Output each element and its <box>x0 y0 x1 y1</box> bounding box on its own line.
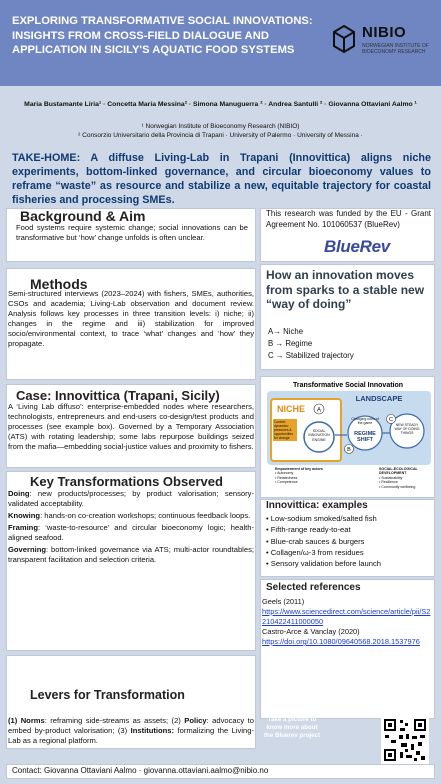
transformation-item: Framing: ‘waste-to-resource’ and circular bioeconomy logic; health-aligned seafood. <box>8 523 254 542</box>
context-text: Context dynamics: pressures & opportunities for change <box>274 420 293 440</box>
empower-title: Empowerment of key actors <box>275 467 323 471</box>
new-way-wrap <box>393 423 421 441</box>
affiliation-1: ¹ Norwegian Institute of Bioeconomy Research (NIBIO) <box>141 123 300 130</box>
logo-name: NIBIO <box>362 24 407 41</box>
nibio-logo <box>332 20 432 64</box>
affiliation-2: ² Consorzio Universitario della Provincia di Trapani · University of Palermo · University of Messina · <box>78 132 363 139</box>
transformation-item: Knowing: hands-on co-creation workshops; continuous feedback loops. <box>8 511 251 520</box>
methods-heading: Methods <box>30 276 88 292</box>
poster-title: EXPLORING TRANSFORMATIVE SOCIAL INNOVATIONS: INSIGHTS FROM CROSS-FIELD DIALOGUE AND APPLICATION IN SICILY'S AQUATIC FOOD SYSTEMS <box>12 15 313 57</box>
diagram-title: Transformative Social Innovation <box>292 382 404 389</box>
case-heading: Case: Innovittica (Trapani, Sicily) <box>16 388 220 403</box>
qr-code-icon <box>381 716 429 764</box>
transformation-item: Doing: new products/processes; by product valorisation; sensory-validated acceptability. <box>8 489 254 508</box>
empower-wrap <box>275 467 345 497</box>
bluerev-logo: BlueRev <box>324 237 390 256</box>
how-item: A→ Niche <box>268 327 304 336</box>
background-heading: Background & Aim <box>20 208 146 224</box>
nibio-cube-icon <box>332 24 356 54</box>
reference-link[interactable]: https://doi.org/10.1080/09640568.2018.1537976 <box>262 637 420 646</box>
reference-link[interactable]: https://www.sciencedirect.com/science/article/pii/S2210422411000050 <box>262 607 431 626</box>
tsi-diagram-box <box>260 376 435 498</box>
tsi-diagram <box>261 377 436 499</box>
example-item: • Fifth-range ready-to-eat <box>266 525 351 535</box>
empower-block <box>275 467 345 485</box>
how-heading: How an innovation moves from sparks to a stable new “way of doing” <box>266 268 425 311</box>
new-badge-letter: C <box>389 417 393 424</box>
reference-cite: Geels (2011) <box>262 597 305 606</box>
funding-text: This research was funded by the EU - Grant Agreement No. 101060537 (BlueRev) <box>266 209 431 229</box>
methods-text: Semi-structured interviews (2023–2024) with fishers, SMEs, authorities, CSOs and academia; Living-Lab observation and document review. Analysis follows key processes in three transition levels: i) niche; ii) changes in the regime and iii) stabilization for improved socio/environmental context, to trace ‘what’ changes and ‘how’ they propagate. <box>8 289 254 348</box>
regime-label: REGIME SHIFT <box>354 431 376 443</box>
references-list <box>262 597 434 647</box>
regime-label-wrap <box>349 431 381 445</box>
authors: Maria Bustamante Liria¹ · Concetta Maria Messina² · Simona Manuguerra ² · Andrea Santulli ² · Giovanna Ottaviani Aalmo ¹ <box>24 101 417 108</box>
new-way-text: NEW STEADY WAY OF DOING THINGS <box>394 423 420 436</box>
social-item: • Resilience <box>379 480 398 485</box>
case-text: A ‘Living Lab diffuso’: enterprise-embedded nodes where researchers, technologists, entrepreneurs and end-users co-design/test products and processes (see example box). Governed by a Temporary Association (ATS) with rotating leadership; some labs repurpose buildings seized from the mafia—embedding social-justice values and proximity to fishers. <box>8 402 254 451</box>
how-item: C → Stabilized trajectory <box>268 351 354 360</box>
social-item: • Sustainability <box>379 475 403 480</box>
how-list <box>268 326 354 362</box>
qr-caption: Take a picture to know more about the Bluerev project <box>263 716 321 740</box>
transformation-item: Governing: bottom-linked governance via ATS; multi-actor roundtables; transparent facilitation and selection criteria. <box>8 545 254 564</box>
landscape-label: LANDSCAPE <box>355 394 403 403</box>
contact-text: Contact: Giovanna Ottaviani Aalmo · giovanna.ottaviani.aalmo@nibio.no <box>12 766 269 775</box>
background-text: Food systems require systemic change; social innovations can be transformative but ‘how’ change unfolds is often unclear. <box>16 223 248 242</box>
transformations-heading: Key Transformations Observed <box>30 474 223 489</box>
examples-list <box>266 513 434 569</box>
transformations-text <box>8 489 254 567</box>
regime-badge-letter: B <box>347 447 351 454</box>
how-item: B → Regime <box>268 339 313 348</box>
engine-text-wrap <box>305 429 333 445</box>
social-wrap <box>379 467 435 499</box>
examples-heading: Innovittica: examples <box>266 500 368 511</box>
empower-item: • Relatedness <box>275 475 298 480</box>
logo-subtitle: NORWEGIAN INSTITUTE OF BIOECONOMY RESEARCH <box>362 43 429 55</box>
regime-rules-text: Changing rules of the game <box>351 417 379 425</box>
reference-cite: Castro-Arce & Vanclay (2020) <box>262 627 360 636</box>
engine-text: SOCIAL INNOVATION ENGINE <box>308 429 330 442</box>
empower-item: • Autonomy <box>275 471 294 476</box>
levers-heading: Levers for Transformation <box>30 688 185 702</box>
example-item: • Low-sodium smoked/salted fish <box>266 514 377 523</box>
empower-item: • Competence <box>275 480 298 485</box>
regime-rules-wrap <box>351 417 379 429</box>
example-item: • Collagen/ω-3 from residues <box>266 547 364 557</box>
context-text-wrap <box>273 419 297 441</box>
social-block <box>379 467 435 489</box>
niche-label: NICHE <box>277 404 306 414</box>
references-heading: Selected references <box>266 582 361 593</box>
example-item: • Blue-crab sauces & burgers <box>266 536 365 546</box>
niche-badge-letter: A <box>316 407 322 414</box>
qr-code[interactable] <box>381 716 429 764</box>
take-home-message: TAKE-HOME: A diffuse Living-Lab in Trapani (Innovittica) aligns niche experiments, bottom-linked governance, and circular bioeconomy values to reframe “waste” as resource and stabilize a new, equitable trajectory for coastal fisheries and processing SMEs. <box>12 152 431 206</box>
example-item: • Sensory validation before launch <box>266 559 381 569</box>
social-title: SOCIAL-ECOLOGICAL DEVELOPMENT <box>379 467 418 476</box>
levers-text: (1) Norms: reframing side-streams as assets; (2) Policy: advocacy to embed by-product valorisation; (3) Institutions: formalizing the Living-Lab as a regional platform. <box>8 716 254 745</box>
social-item: • Community wellbeing <box>379 484 416 489</box>
